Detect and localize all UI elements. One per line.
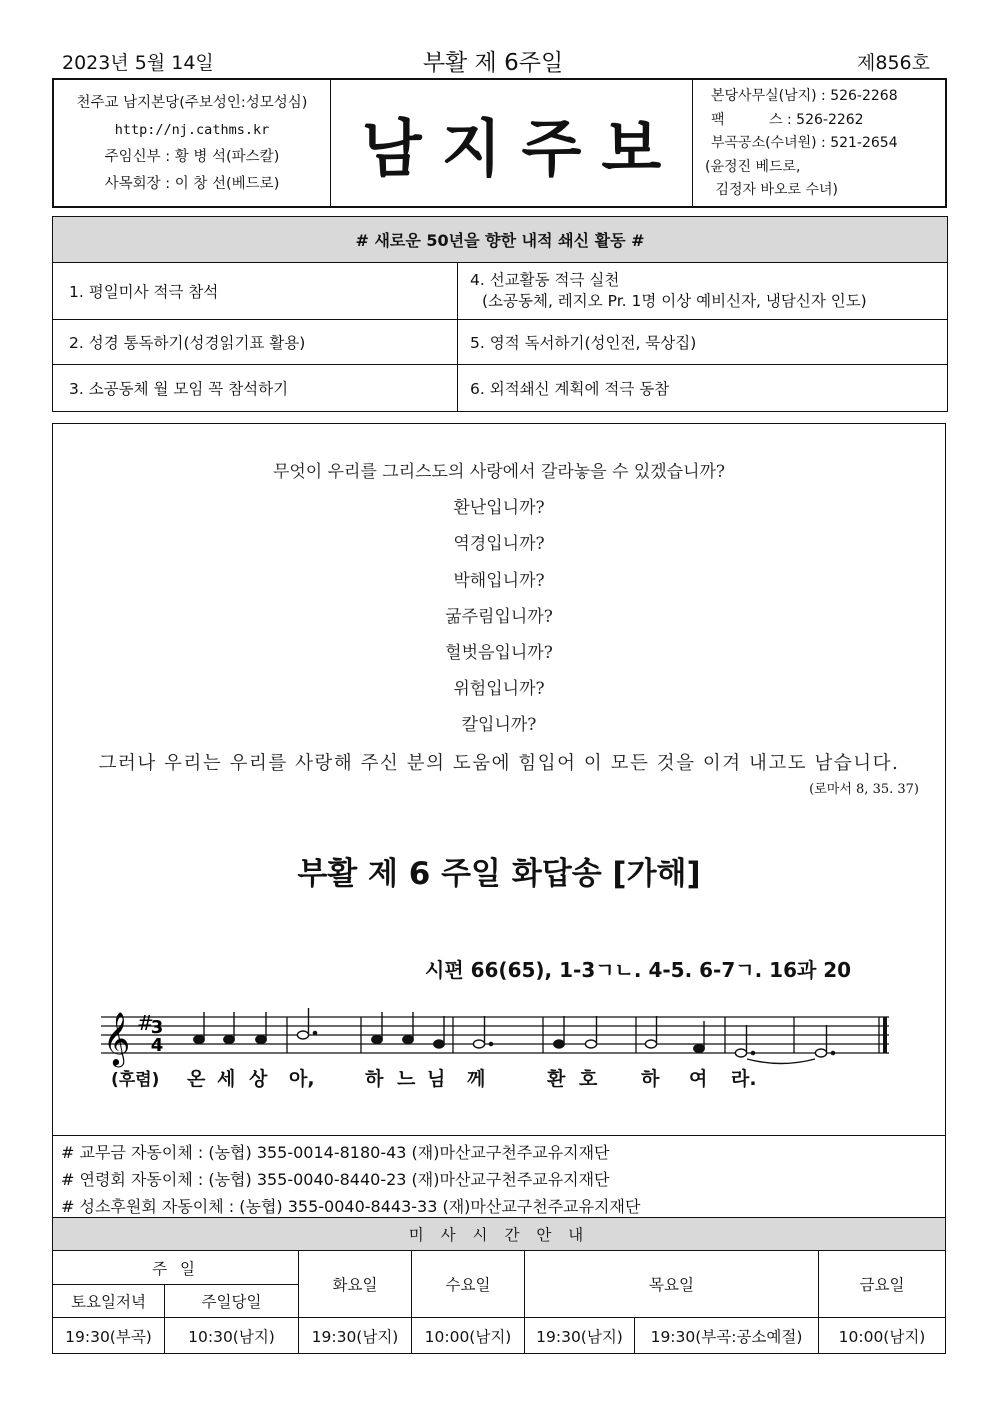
council-head: 사목회장 : 이 창 선(베드로)	[104, 176, 280, 192]
sunday-day-header: 주일당일	[165, 1285, 299, 1318]
scripture-verse	[53, 454, 945, 784]
renewal-item-detail: (소공동체, 레지오 Pr. 1명 이상 예비신자, 냉담신자 인도)	[482, 292, 867, 310]
contact-info	[693, 80, 945, 206]
lyric-syllable: 세	[217, 1068, 236, 1090]
liturgical-week: 부활 제 6주일	[422, 50, 564, 76]
masthead	[52, 78, 947, 208]
mass-time: 19:30(부곡)	[53, 1318, 165, 1354]
lyric-syllable: 여	[689, 1068, 708, 1090]
renewal-heading: # 새로운 50년을 향한 내적 쇄신 활동 #	[53, 217, 948, 263]
time-signature-top: 3	[150, 1017, 164, 1038]
verse-line: 칼입니까?	[461, 715, 537, 736]
mass-time: 19:30(남지)	[525, 1318, 635, 1354]
verse-line: 무엇이 우리를 그리스도의 사랑에서 갈라놓을 수 있겠습니까?	[272, 462, 726, 482]
issue-number: 제856호	[857, 52, 930, 74]
mass-schedule-table	[52, 1217, 946, 1354]
account-line: # 성소후원회 자동이체 : (농협) 355-0040-8443-33 (재)마산교구천주교유지재단	[61, 1197, 641, 1216]
verse-line: 박해입니까?	[453, 570, 545, 591]
wednesday-header: 수요일	[412, 1251, 525, 1318]
lyric-syllable: 상	[249, 1068, 268, 1090]
contact-line: 팩 스 : 526-2262	[711, 111, 864, 128]
psalm-reference: 시편 66(65), 1-3ㄱㄴ. 4-5. 6-7ㄱ. 16과 20	[425, 958, 852, 982]
parish-website[interactable]: http://nj.cathms.kr	[114, 122, 270, 138]
pastor-name: 주임신부 : 황 병 석(파스칼)	[104, 149, 280, 165]
verse-reference: (로마서 8, 35. 37)	[809, 782, 919, 797]
verse-line: 굶주림입니까?	[445, 606, 553, 627]
lyric-syllable: 온	[187, 1068, 206, 1090]
renewal-item: 2. 성경 통독하기(성경읽기표 활용)	[53, 320, 458, 365]
verse-line: 헐벗음입니까?	[445, 643, 553, 664]
refrain-label: (후렴)	[111, 1070, 160, 1090]
mass-time: 10:30(남지)	[165, 1318, 299, 1354]
renewal-item: 5. 영적 독서하기(성인전, 묵상집)	[458, 320, 948, 365]
lyrics	[111, 1067, 757, 1090]
lyric-syllable: 하	[365, 1068, 384, 1090]
renewal-item: 6. 외적쇄신 계획에 적극 동참	[458, 365, 948, 412]
contact-line: (윤정진 베드로,	[705, 158, 801, 175]
time-signature-bottom: 4	[150, 1035, 164, 1056]
contact-line: 김정자 바오로 수녀)	[711, 182, 839, 198]
verse-line: 그러나 우리는 우리를 사랑해 주신 분의 도움에 힘입어 이 모든 것을 이겨 내고도 남습니다.	[98, 752, 900, 774]
lyric-syllable: 호	[579, 1068, 598, 1090]
refrain-score	[101, 1002, 901, 1102]
bulletin-title: 남지주보	[361, 111, 682, 185]
mass-time: 19:30(부곡:공소예절)	[635, 1318, 819, 1354]
renewal-item: 1. 평일미사 적극 참석	[53, 263, 458, 320]
account-line: # 교무금 자동이체 : (농협) 355-0014-8180-43 (재)마산교구천주교유지재단	[61, 1143, 610, 1162]
lyric-syllable: 환	[547, 1068, 566, 1090]
mass-time: 10:00(남지)	[412, 1318, 525, 1354]
renewal-item: 3. 소공동체 월 모임 꼭 참석하기	[53, 365, 458, 412]
issue-header	[56, 44, 930, 78]
mass-time: 10:00(남지)	[819, 1318, 946, 1354]
parish-name: 천주교 남지본당(주보성인:성모성심)	[76, 95, 308, 111]
lyric-syllable: 하	[641, 1068, 660, 1090]
sharp-icon: #	[137, 1011, 154, 1035]
verse-line: 역경입니까?	[453, 534, 545, 555]
staff-lines	[101, 1017, 889, 1053]
bulletin-title-box	[331, 80, 693, 206]
renewal-item-title: 4. 선교활동 적극 실천	[470, 271, 620, 289]
lyric-syllable: 님	[427, 1068, 446, 1090]
auto-transfer-accounts	[52, 1136, 946, 1218]
issue-date: 2023년 5월 14일	[62, 52, 214, 74]
friday-header: 금요일	[819, 1251, 946, 1318]
lyric-syllable: 느	[397, 1068, 416, 1090]
verse-line: 위험입니까?	[453, 679, 545, 700]
lyric-syllable: 께	[467, 1068, 486, 1090]
verse-line: 환난입니까?	[453, 498, 545, 519]
psalm-title: 부활 제 6 주일 화답송 [가해]	[297, 856, 701, 892]
renewal-activities-table	[52, 216, 948, 412]
parish-info	[54, 80, 331, 206]
mass-schedule-title: 미 사 시 간 안 내	[53, 1218, 946, 1251]
thursday-header: 목요일	[525, 1251, 819, 1318]
renewal-item	[458, 263, 948, 320]
saturday-evening-header: 토요일저녁	[53, 1285, 165, 1318]
lyric-syllable: 아,	[289, 1068, 315, 1090]
lyric-syllable: 라.	[731, 1068, 757, 1090]
contact-line: 본당사무실(남지) : 526-2268	[711, 88, 898, 104]
treble-clef-icon: 𝄞	[103, 1011, 131, 1065]
mass-time: 19:30(남지)	[299, 1318, 412, 1354]
notes	[194, 1008, 835, 1064]
contact-line: 부곡공소(수녀원) : 521-2654	[711, 135, 898, 151]
tuesday-header: 화요일	[299, 1251, 412, 1318]
account-line: # 연령회 자동이체 : (농협) 355-0040-8440-23 (재)마산교구천주교유지재단	[61, 1170, 610, 1189]
sunday-header: 주 일	[53, 1251, 299, 1285]
main-content-box	[52, 423, 946, 1136]
